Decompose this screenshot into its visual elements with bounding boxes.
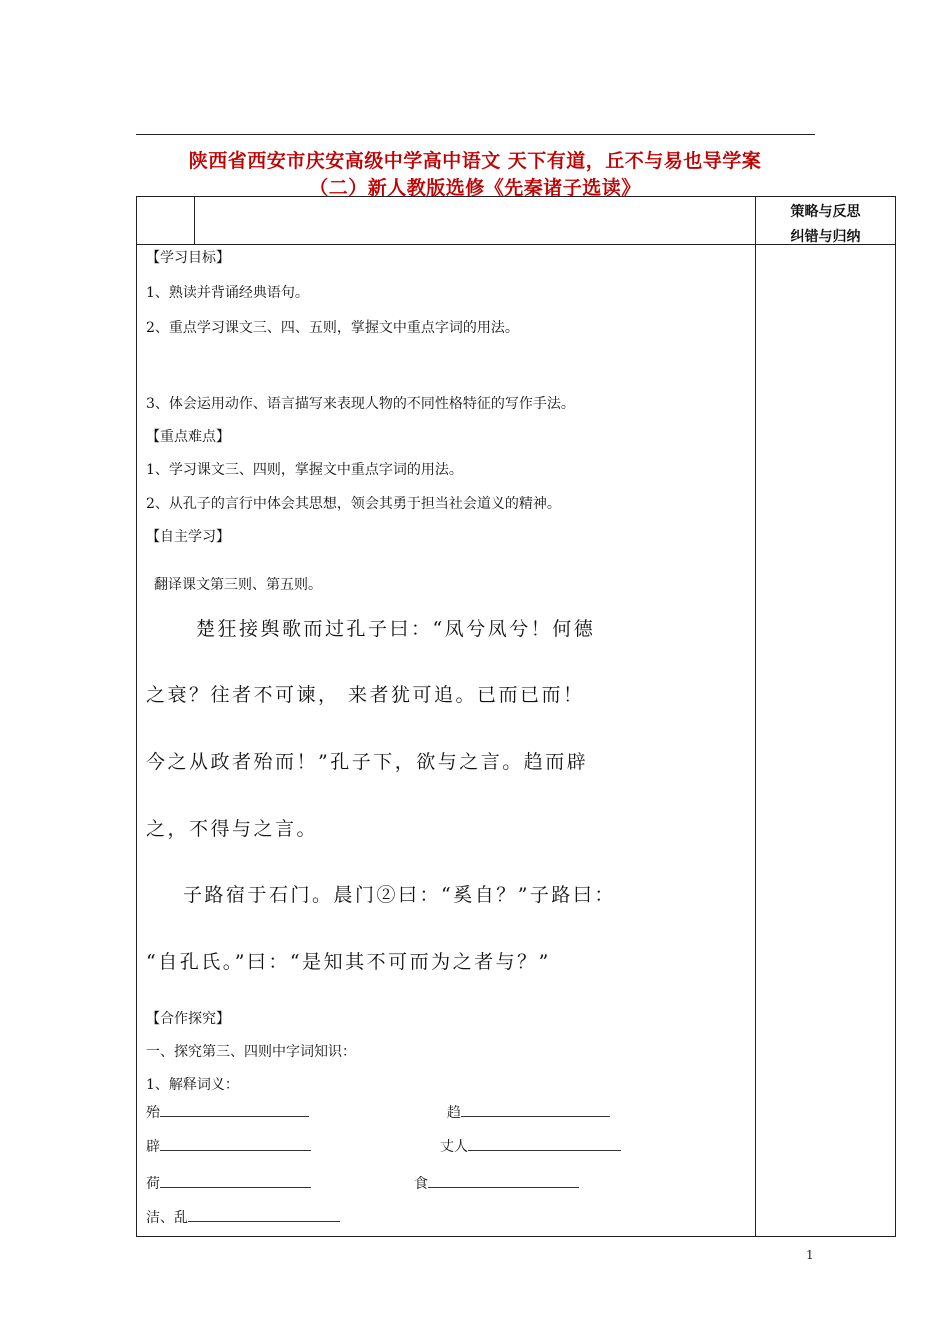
term-fill-in[interactable] [146,1208,340,1226]
answer-blank[interactable] [160,1137,311,1151]
term-label: 荷 [146,1176,160,1192]
cooperation-task: 1、解释词义： [146,1077,239,1093]
term-label: 丈人 [440,1139,468,1155]
term-fill-in[interactable] [146,1103,309,1121]
objective-item: 2、重点学习课文三、四、五则，掌握文中重点字词的用法。 [146,320,519,336]
passage-line: 今之从政者殆而！”孔子下，欲与之言。趋而辟 [146,751,589,773]
header-rule [136,134,815,135]
term-label: 辟 [146,1139,160,1155]
answer-blank[interactable] [428,1174,579,1188]
cooperation-heading: 【合作探究】 [146,1011,230,1027]
answer-blank[interactable] [160,1103,309,1117]
answer-blank[interactable] [468,1137,621,1151]
passage-line: 之衰？往者不可谏， 来者犹可追。已而已而！ [146,684,585,706]
answer-blank[interactable] [160,1174,311,1188]
self-study-instruction: 翻译课文第三则、第五则。 [154,577,322,593]
objective-item: 1、熟读并背诵经典语句。 [146,285,309,301]
objective-item: 3、体会运用动作、语言描写来表现人物的不同性格特征的写作手法。 [146,396,575,412]
term-fill-in[interactable] [414,1174,579,1192]
term-fill-in[interactable] [447,1103,610,1121]
passage-line: 子路宿于石门。晨门②曰：“奚自？”子路曰： [183,884,616,906]
answer-blank[interactable] [461,1103,610,1117]
answer-blank[interactable] [188,1208,340,1222]
table-divider-left [194,196,195,244]
table-divider-right [755,196,756,1237]
term-fill-in[interactable] [440,1137,621,1155]
passage-line: 楚狂接舆歌而过孔子曰：“凤兮凤兮！何德 [196,618,596,640]
side-column-header-1: 策略与反思 [790,204,861,220]
key-point-item: 2、从孔子的言行中体会其思想，领会其勇于担当社会道义的精神。 [146,496,561,512]
term-label: 殆 [146,1105,160,1121]
worksheet-table [136,196,896,1237]
page-number: 1 [806,1248,814,1262]
term-fill-in[interactable] [146,1137,311,1155]
document-title-line-2: （二）新人教版选修《先秦诸子选读》 [309,177,641,199]
side-column-header-2: 纠错与归纳 [790,229,861,245]
objectives-heading: 【学习目标】 [146,250,230,266]
term-fill-in[interactable] [146,1174,311,1192]
key-points-heading: 【重点难点】 [146,429,230,445]
term-label: 洁、乱 [146,1210,188,1226]
document-title-line-1: 陕西省西安市庆安高级中学高中语文 天下有道，丘不与易也导学案 [188,150,762,172]
cooperation-subheading: 一、探究第三、四则中字词知识： [146,1044,356,1060]
key-point-item: 1、学习课文三、四则，掌握文中重点字词的用法。 [146,462,463,478]
passage-line: 之，不得与之言。 [146,818,319,840]
self-study-heading: 【自主学习】 [146,529,230,545]
passage-line: “自孔氏。”曰：“是知其不可而为之者与？” [146,951,551,973]
term-label: 趋 [447,1105,461,1121]
term-label: 食 [414,1176,428,1192]
